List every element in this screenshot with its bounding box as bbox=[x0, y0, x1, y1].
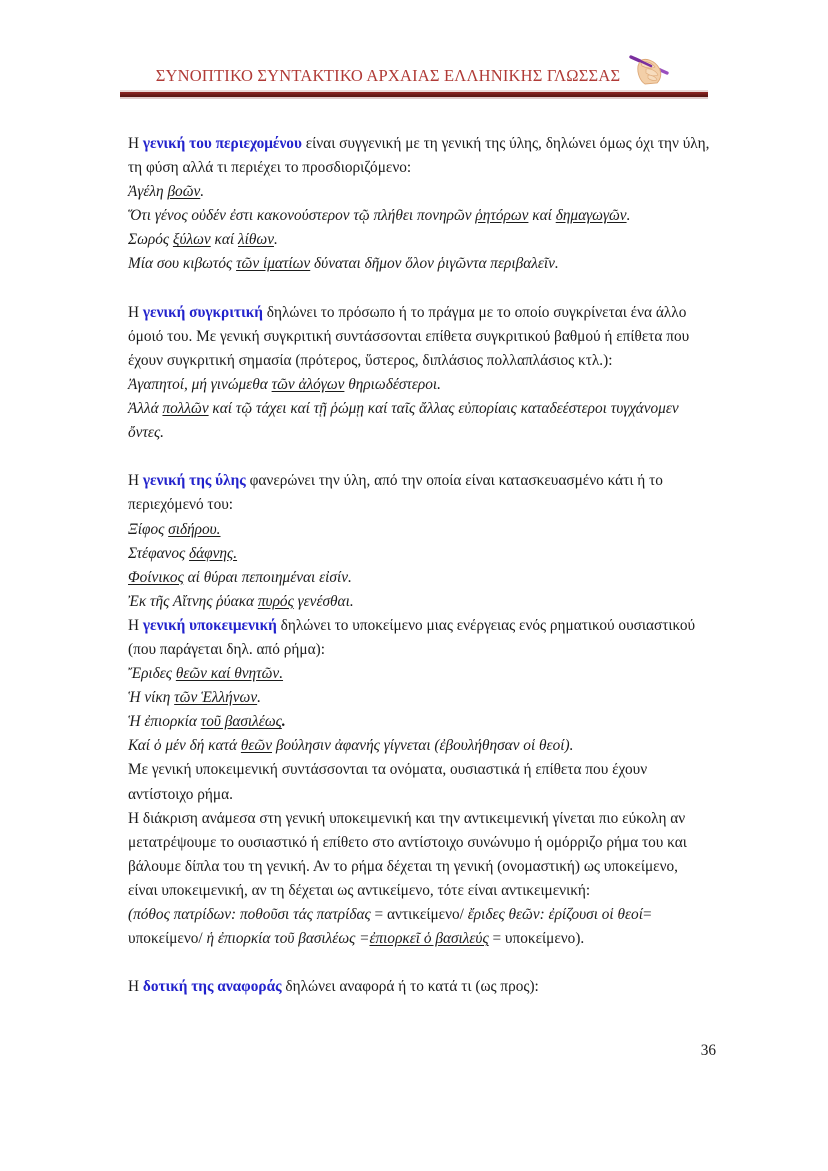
example-underlined: δάφνης. bbox=[189, 544, 238, 562]
paragraph-genitive-comparative bbox=[128, 301, 710, 373]
document-header bbox=[120, 52, 708, 99]
example-underlined: Φοίνικος bbox=[128, 568, 184, 586]
example-line bbox=[128, 686, 710, 710]
note-text: = αντικείμενο/ bbox=[370, 906, 468, 923]
paragraph-note: Με γενική υποκειμενική συντάσσονται τα ονόματα, ουσιαστικά ή επίθετα που έχουν αντίστοιχο ρήμα. bbox=[128, 761, 648, 803]
term-genitive-comparative: γενική συγκριτική bbox=[142, 303, 263, 321]
lead-prefix: Η bbox=[128, 303, 143, 321]
header-divider-rule bbox=[120, 90, 708, 99]
lead-prefix: Η bbox=[128, 978, 143, 996]
example-underlined: ῥητόρων bbox=[475, 207, 529, 225]
example-text: Μία σου κιβωτός bbox=[128, 255, 237, 273]
example-text: Σωρός bbox=[128, 231, 173, 249]
example-underlined: τῶν Ἑλλήνων bbox=[174, 689, 258, 707]
example-line bbox=[128, 518, 710, 542]
note-text: ἡ ἐπιορκία τοῦ βασιλέως = bbox=[206, 930, 370, 948]
section-body-text: δηλώνει αναφορά ή το κατά τι (ως προς): bbox=[281, 978, 539, 996]
example-underlined: πολλῶν bbox=[162, 400, 209, 418]
example-text: Καί ὁ μέν δή κατά bbox=[128, 737, 241, 755]
example-underlined: βοῶν bbox=[167, 183, 201, 201]
page-title: ΣΥΝΟΠΤΙΚΟ ΣΥΝΤΑΚΤΙΚΟ ΑΡΧΑΙΑΣ ΕΛΛΗΝΙΚΗΣ ΓΛΩΣΣΑΣ bbox=[155, 65, 621, 85]
example-line bbox=[128, 590, 710, 614]
example-line bbox=[128, 542, 710, 566]
document-body bbox=[128, 132, 710, 999]
header-row bbox=[120, 52, 708, 86]
example-text: Ὅτι γένος οὐδέν ἐστι κακονούστερον τῷ πλήθει πονηρῶν bbox=[128, 207, 476, 225]
lead-prefix: Η bbox=[128, 135, 143, 152]
example-underlined: θεῶν bbox=[240, 737, 273, 755]
paragraph-genitive-content bbox=[128, 132, 710, 180]
term-genitive-content: γενική του περιεχομένου bbox=[142, 135, 302, 152]
example-text: καί bbox=[210, 231, 238, 249]
note-text: = υποκείμενο). bbox=[488, 930, 585, 948]
example-text: . bbox=[273, 231, 278, 249]
example-line bbox=[128, 566, 710, 590]
example-underlined: τῶν ἀλόγων bbox=[271, 375, 345, 393]
note-text: ἔριδες θεῶν: ἐρίζουσι οἱ θεοί bbox=[467, 906, 643, 923]
paragraph-spacer bbox=[128, 445, 710, 469]
example-line bbox=[128, 397, 710, 445]
term-genitive-material: γενική της ύλης bbox=[142, 472, 246, 490]
example-line bbox=[128, 710, 710, 734]
lead-prefix: Η bbox=[128, 616, 143, 634]
paragraph-genitive-material bbox=[128, 469, 710, 517]
paragraph-spacer bbox=[128, 951, 710, 975]
example-line bbox=[128, 252, 710, 276]
section-body-text: φανερώνει την ύλη, από την οποία είναι κατασκευασμένο κάτι ή το περιεχόμενό του: bbox=[128, 472, 663, 514]
example-text: . bbox=[257, 689, 261, 707]
example-text: θηριωδέστεροι. bbox=[344, 375, 441, 393]
example-text: καί τῷ τάχει καί τῇ ῥώμῃ καί ταῖς ἄλλας εὐπορίαις καταδεέστεροι τυγχάνομεν ὄντες. bbox=[128, 400, 679, 442]
example-line bbox=[128, 373, 710, 397]
section-body-text: δηλώνει το υποκείμενο μιας ενέργειας ενός ρηματικού ουσιαστικού (που παράγεται δηλ. από ρήμα): bbox=[128, 616, 696, 658]
example-underlined: σιδήρου. bbox=[168, 520, 221, 538]
example-line bbox=[128, 180, 710, 204]
example-text: Ξίφος bbox=[128, 520, 169, 538]
example-text: Ἔριδες bbox=[128, 665, 176, 683]
example-underlined: πυρός bbox=[257, 592, 294, 610]
example-underlined: τοῦ βασιλέως bbox=[200, 713, 282, 731]
writing-hand-icon bbox=[626, 51, 672, 85]
example-text: καί bbox=[528, 207, 556, 225]
note-text: = υποκείμενο/ bbox=[128, 906, 652, 948]
section-body-text: είναι συγγενική με τη γενική της ύλης, δηλώνει όμως όχι την ύλη, τη φύση αλλά τι περιέχει το προσδιοριζόμενο: bbox=[128, 135, 710, 177]
example-text: Ἡ ἐπιορκία bbox=[128, 713, 201, 731]
example-text: Ἡ νίκη bbox=[128, 689, 175, 707]
paragraph-spacer bbox=[128, 277, 710, 301]
example-line bbox=[128, 662, 710, 686]
example-line bbox=[128, 228, 710, 252]
example-underlined: δημαγωγῶν bbox=[555, 207, 627, 225]
example-text: . bbox=[626, 207, 631, 225]
example-text: Ἐκ τῆς Αἴτνης ῥύακα bbox=[128, 592, 258, 610]
example-text: Ἀγαπητοί, μή γινώμεθα bbox=[128, 375, 272, 393]
example-text: δύναται δῆμον ὅλον ῥιγῶντα περιβαλεῖν. bbox=[310, 255, 559, 273]
note-underlined: ἐπιορκεῖ ὁ βασιλεύς bbox=[369, 930, 489, 948]
example-text: γενέσθαι. bbox=[293, 592, 354, 610]
example-text: αἱ θύραι πεποιημέναι εἰσίν. bbox=[183, 568, 352, 586]
example-underlined: θεῶν καί θνητῶν. bbox=[175, 665, 284, 683]
example-underlined: λίθων bbox=[238, 231, 274, 249]
example-line bbox=[128, 734, 710, 758]
section-body-text: δηλώνει το πρόσωπο ή το πράγμα με το οποίο συγκρίνεται ένα άλλο όμοιό του. Με γενική συγκριτική συντάσσονται επίθετα συγκριτικού βαθμού ή επίθετα που έχουν συγκριτική σημασία (πρότερος, ὕστερος, διπλάσιος πολλαπλάσιος κτλ.): bbox=[128, 303, 690, 369]
note-text: (πόθος πατρίδων: ποθοῦσι τάς πατρίδας bbox=[128, 906, 371, 923]
example-text: . bbox=[200, 183, 205, 201]
paragraph-genitive-subjective bbox=[128, 614, 710, 662]
example-text: . bbox=[281, 713, 286, 731]
paragraph-dative-reference bbox=[128, 975, 710, 999]
example-text: Ἀγέλη bbox=[128, 183, 168, 201]
lead-prefix: Η bbox=[128, 472, 143, 490]
example-underlined: ξύλων bbox=[172, 231, 211, 249]
example-text: Ἀλλά bbox=[128, 400, 163, 418]
paragraph-note-parenthetical bbox=[128, 903, 710, 951]
page-number: 36 bbox=[700, 1042, 716, 1059]
example-text: Στέφανος bbox=[128, 544, 190, 562]
example-line bbox=[128, 204, 710, 228]
example-underlined: τῶν ἱματίων bbox=[236, 255, 311, 273]
term-dative-reference: δοτική της αναφοράς bbox=[142, 978, 282, 996]
term-genitive-subjective: γενική υποκειμενική bbox=[142, 616, 277, 634]
paragraph-note: Η διάκριση ανάμεσα στη γενική υποκειμενική και την αντικειμενική γίνεται πιο εύκολη αν μετατρέψουμε το ουσιαστικό ή επίθετο στο αντίστοιχο συνώνυμο ή ομόρριζο ρήμα του και βάλουμε δίπλα του τη γενική. Αν το ρήμα δέχεται τη γενική (ονομαστική) ως υποκείμενο, είναι υποκειμενική, αν τη δέχεται ως αντικείμενο, τότε είναι αντικειμενική: bbox=[128, 809, 687, 899]
example-text: βούλησιν ἀφανής γίγνεται (ἐβουλήθησαν οἱ θεοί). bbox=[272, 737, 574, 755]
